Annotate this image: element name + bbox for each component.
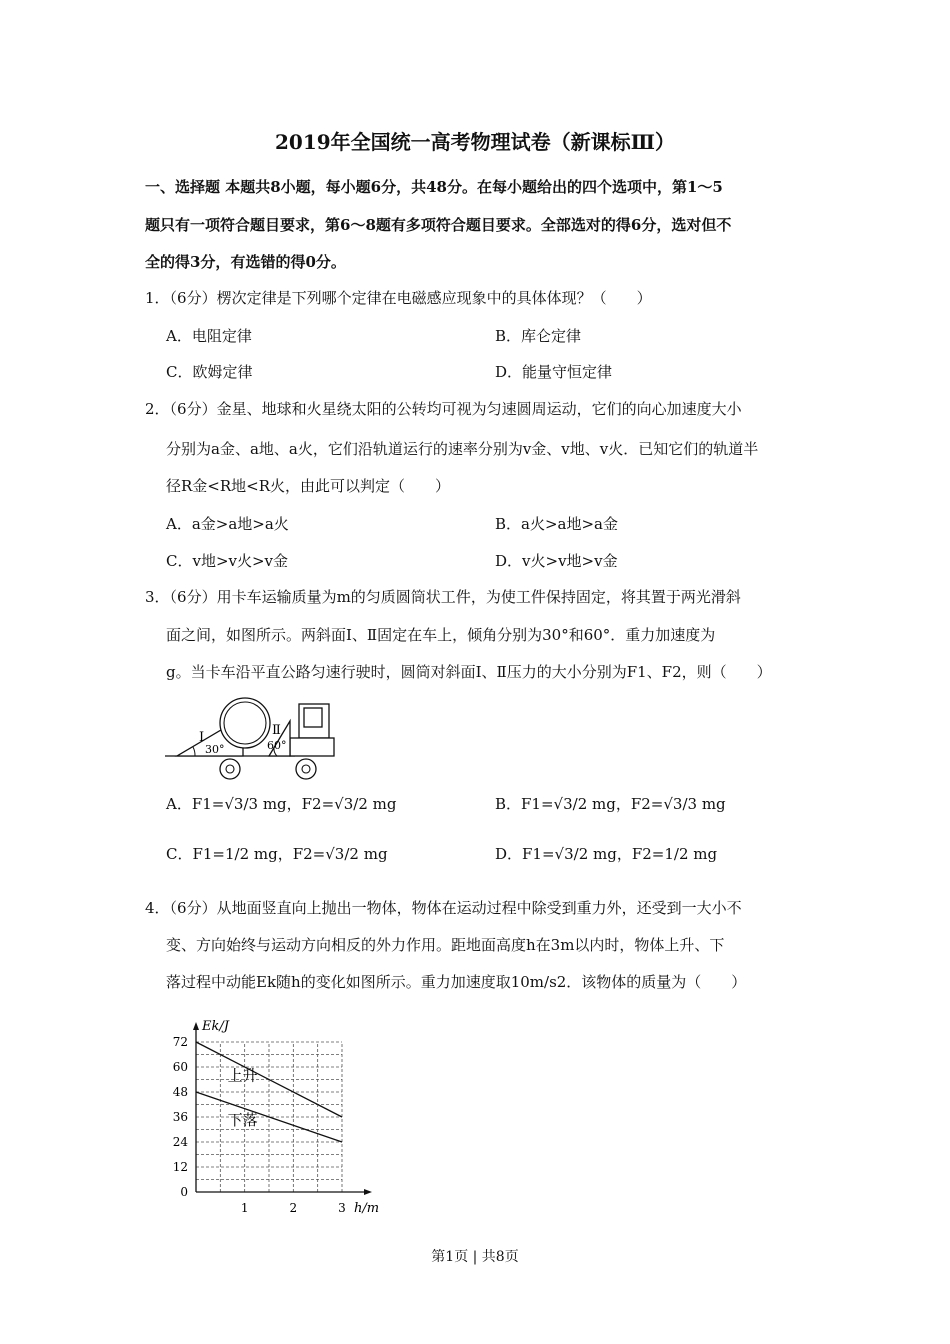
question-4-line3: 落过程中动能Ek随h的变化如图所示。重力加速度取10m/s2．该物体的质量为（ ） [166, 973, 747, 991]
x-tick-label: 3 [338, 1201, 346, 1215]
question-3-option-c: C．F1=1/2 mg，F2=√3/2 mg [166, 845, 388, 863]
y-axis-arrow [193, 1022, 199, 1030]
question-2-option-c: C．v地>v火>v金 [166, 552, 289, 570]
ek-h-chart [160, 1004, 395, 1216]
y-tick-label: 72 [172, 1035, 188, 1049]
cylinder-outer [220, 698, 270, 748]
question-3-line2: 面之间，如图所示。两斜面Ⅰ、Ⅱ固定在车上，倾角分别为30°和60°．重力加速度为 [166, 626, 716, 644]
x-tick-label: 2 [289, 1201, 298, 1215]
truck-figure [165, 692, 340, 782]
incline-2-angle: 60° [267, 739, 287, 752]
series-label-2: 下落 [227, 1110, 258, 1129]
page-footer: 第1页 | 共8页 [431, 1249, 519, 1265]
question-3-line1: 3．（6分）用卡车运输质量为m的匀质圆筒状工件，为使工件保持固定，将其置于两光滑斜 [145, 588, 741, 606]
y-tick-label: 36 [172, 1110, 188, 1124]
y-tick-label: 60 [172, 1060, 188, 1074]
question-1-stem: 1．（6分）楞次定律是下列哪个定律在电磁感应现象中的具体体现？（ ） [145, 289, 652, 307]
question-1-option-b: B．库仑定律 [495, 327, 582, 345]
question-1-option-a: A．电阻定律 [166, 327, 252, 345]
question-3-line3: g。当卡车沿平直公路匀速行驶时，圆筒对斜面Ⅰ、Ⅱ压力的大小分别为F1、F2，则（ ） [166, 663, 772, 681]
question-1-option-d: D．能量守恒定律 [495, 363, 613, 381]
question-1-option-c: C．欧姆定律 [166, 363, 253, 381]
incline-1-label: Ⅰ [199, 730, 205, 745]
series-label-1: 上升 [227, 1066, 258, 1085]
page-title: 2019年全国统一高考物理试卷（新课标Ⅲ） [274, 130, 676, 154]
x-tick-label: 1 [240, 1201, 249, 1215]
truck-window [304, 708, 322, 727]
incline-1-angle: 30° [205, 743, 225, 756]
y-tick-label: 48 [172, 1085, 188, 1099]
y-axis-label: Ek/J [202, 1019, 229, 1034]
x-axis-arrow [364, 1189, 372, 1195]
y-tick-label: 24 [172, 1135, 188, 1149]
section-header-line3: 全的得3分，有选错的得0分。 [145, 253, 346, 271]
y-tick-label: 12 [172, 1160, 188, 1174]
question-4-line2: 变、方向始终与运动方向相反的外力作用。距地面高度h在3m以内时，物体上升、下 [166, 936, 725, 954]
y-tick-label: 0 [180, 1185, 188, 1199]
question-3-option-b: B．F1=√3/2 mg，F2=√3/3 mg [495, 795, 726, 813]
question-2-option-a: A．a金>a地>a火 [166, 515, 289, 533]
question-3-option-a: A．F1=√3/3 mg，F2=√3/2 mg [166, 795, 397, 813]
question-2-line3: 径R金<R地<R火，由此可以判定（ ） [166, 477, 451, 495]
truck-body [290, 738, 334, 756]
incline-2-label: Ⅱ [272, 723, 281, 738]
question-4-line1: 4．（6分）从地面竖直向上抛出一物体，物体在运动过程中除受到重力外，还受到一大小不 [145, 899, 742, 917]
question-2-line1: 2．（6分）金星、地球和火星绕太阳的公转均可视为匀速圆周运动，它们的向心加速度大小 [145, 400, 742, 418]
section-header-line2: 题只有一项符合题目要求，第6～8题有多项符合题目要求。全部选对的得6分，选对但不 [145, 216, 732, 234]
question-2-line2: 分别为a金、a地、a火，它们沿轨道运行的速率分别为v金、v地、v火．已知它们的轨道半 [166, 440, 759, 458]
x-axis-label: h/m [354, 1201, 380, 1216]
question-2-option-b: B．a火>a地>a金 [495, 515, 618, 533]
section-header-line1: 一、选择题 本题共8小题，每小题6分，共48分。在每小题给出的四个选项中，第1～5 [145, 178, 723, 196]
question-2-option-d: D．v火>v地>v金 [495, 552, 618, 570]
question-3-option-d: D．F1=√3/2 mg，F2=1/2 mg [495, 845, 718, 863]
